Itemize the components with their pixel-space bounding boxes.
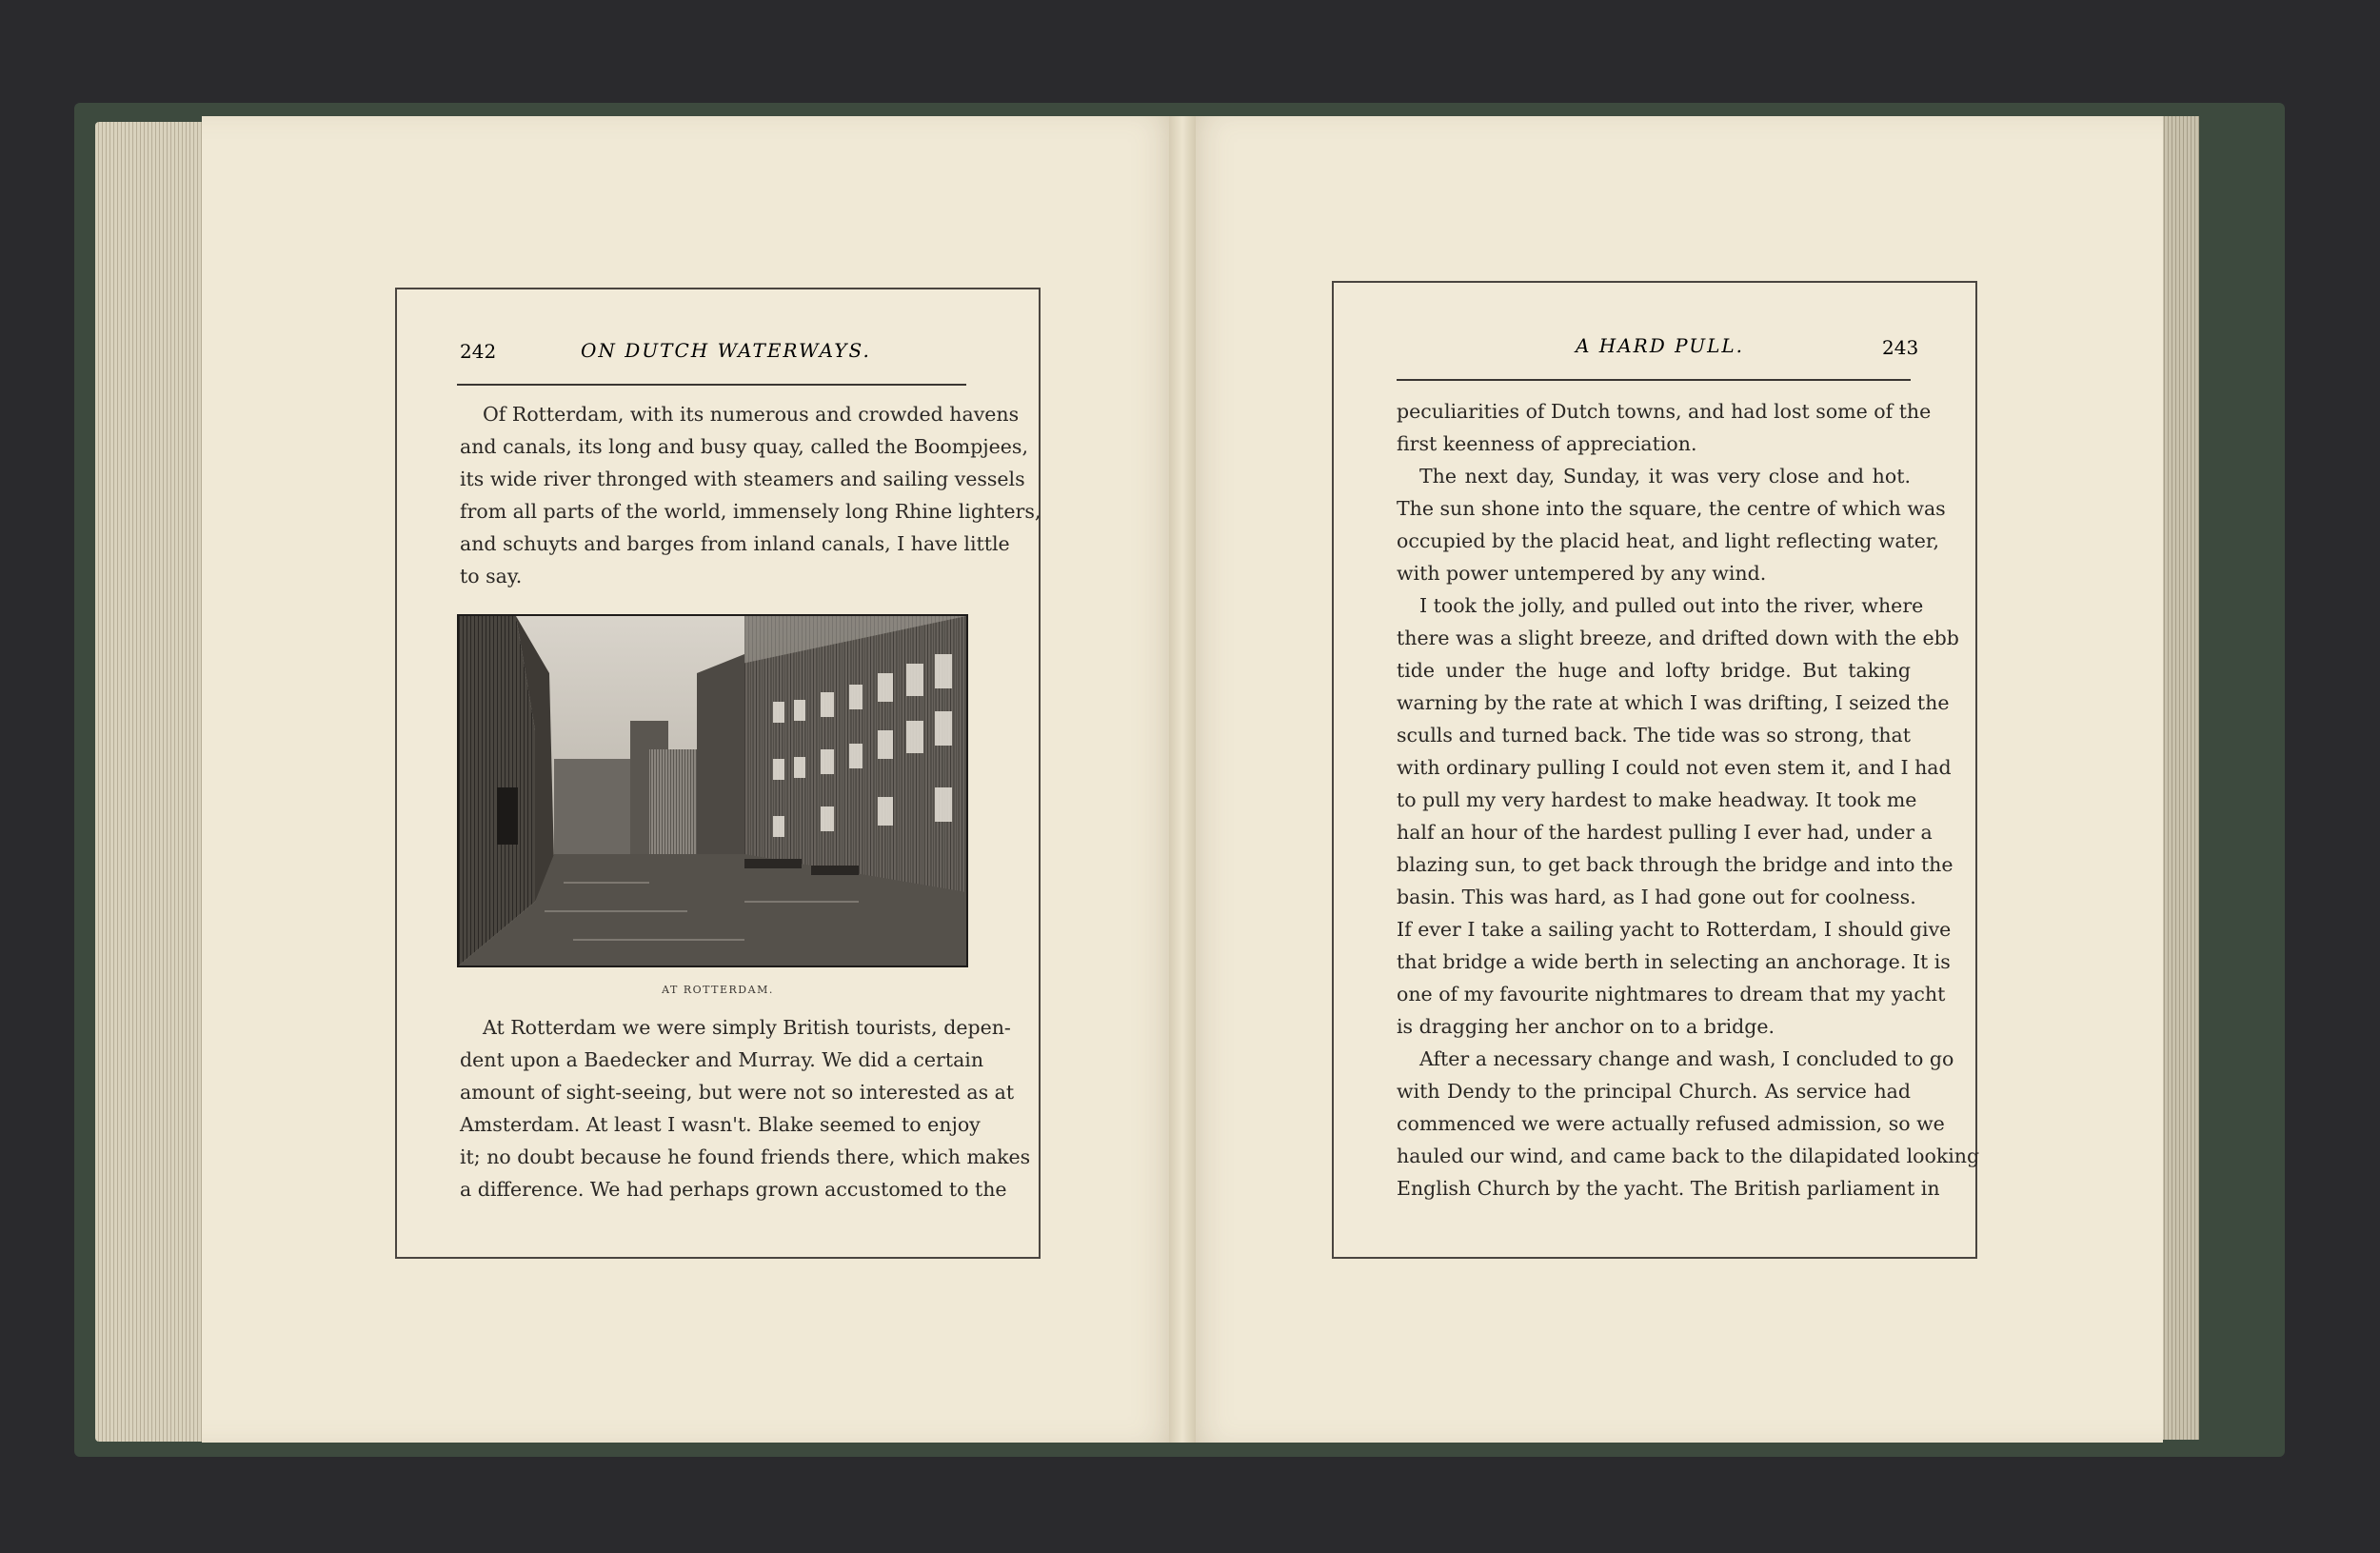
- text-line: there was a slight breeze, and drifted down with the ebb: [1397, 627, 1959, 649]
- right-page-number: 243: [1882, 336, 1919, 359]
- text-line: tide under the huge and lofty bridge. But taking: [1397, 659, 1911, 682]
- left-page-number: 242: [460, 340, 497, 363]
- text-line: English Church by the yacht. The British parliament in: [1397, 1177, 1940, 1200]
- text-line: to pull my very hardest to make headway. It took me: [1397, 788, 1917, 811]
- text-line: is dragging her anchor on to a bridge.: [1397, 1015, 1775, 1038]
- text-line: first keenness of appreciation.: [1397, 432, 1697, 455]
- text-line: The next day, Sunday, it was very close and hot.: [1419, 465, 1911, 488]
- text-line: After a necessary change and wash, I concluded to go: [1419, 1047, 1954, 1070]
- rotterdam-canal-illustration: [457, 614, 968, 967]
- page-edges-left: [95, 122, 209, 1442]
- text-line: it; no doubt because he found friends there, which makes: [460, 1145, 1031, 1168]
- right-header-rule: [1397, 379, 1911, 381]
- text-line: I took the jolly, and pulled out into the river, where: [1419, 594, 1924, 617]
- text-line: to say.: [460, 565, 523, 587]
- text-line: If ever I take a sailing yacht to Rotterdam, I should give: [1397, 918, 1952, 941]
- text-line: hauled our wind, and came back to the dilapidated looking: [1397, 1145, 1980, 1167]
- right-page-text: [1397, 395, 1980, 1205]
- text-line: with Dendy to the principal Church. As service had: [1397, 1080, 1911, 1103]
- book-gutter: [1169, 116, 1196, 1443]
- illustration-caption: AT ROTTERDAM.: [662, 984, 774, 996]
- text-line: amount of sight-seeing, but were not so interested as at: [460, 1081, 1015, 1104]
- text-line: dent upon a Baedecker and Murray. We did a certain: [460, 1048, 984, 1071]
- text-line: and schuyts and barges from inland canals, I have little: [460, 532, 1010, 555]
- text-line: occupied by the placid heat, and light reflecting water,: [1397, 529, 1939, 552]
- canal-engraving: [459, 616, 966, 966]
- text-line: peculiarities of Dutch towns, and had lost some of the: [1397, 400, 1932, 423]
- text-line: with ordinary pulling I could not even stem it, and I had: [1397, 756, 1952, 779]
- text-line: Amsterdam. At least I wasn't. Blake seemed to enjoy: [460, 1113, 981, 1136]
- text-line: basin. This was hard, as I had gone out for coolness.: [1397, 886, 1916, 908]
- text-line: warning by the rate at which I was drifting, I seized the: [1397, 691, 1950, 714]
- left-header-rule: [457, 384, 966, 386]
- text-line: with power untempered by any wind.: [1397, 562, 1767, 585]
- text-line: sculls and turned back. The tide was so strong, that: [1397, 724, 1911, 747]
- text-line: one of my favourite nightmares to dream that my yacht: [1397, 983, 1946, 1005]
- text-line: from all parts of the world, immensely long Rhine lighters,: [460, 500, 1041, 523]
- right-running-title: A HARD PULL.: [1576, 334, 1745, 357]
- text-line: and canals, its long and busy quay, called the Boompjees,: [460, 435, 1028, 458]
- page-edges-right: [2161, 116, 2199, 1440]
- text-line: commenced we were actually refused admission, so we: [1397, 1112, 1945, 1135]
- text-line: a difference. We had perhaps grown accustomed to the: [460, 1178, 1007, 1201]
- text-line: half an hour of the hardest pulling I ever had, under a: [1397, 821, 1933, 844]
- left-running-title: ON DUTCH WATERWAYS.: [581, 339, 871, 362]
- text-line: At Rotterdam we were simply British tourists, depen-: [483, 1016, 1011, 1039]
- left-paragraph-2: [460, 1011, 1031, 1205]
- left-paragraph-1: [460, 398, 1041, 592]
- text-line: The sun shone into the square, the centre of which was: [1397, 497, 1946, 520]
- text-line: blazing sun, to get back through the bridge and into the: [1397, 853, 1954, 876]
- text-line: Of Rotterdam, with its numerous and crowded havens: [483, 403, 1020, 426]
- text-line: that bridge a wide berth in selecting an anchorage. It is: [1397, 950, 1951, 973]
- text-line: its wide river thronged with steamers and sailing vessels: [460, 468, 1025, 490]
